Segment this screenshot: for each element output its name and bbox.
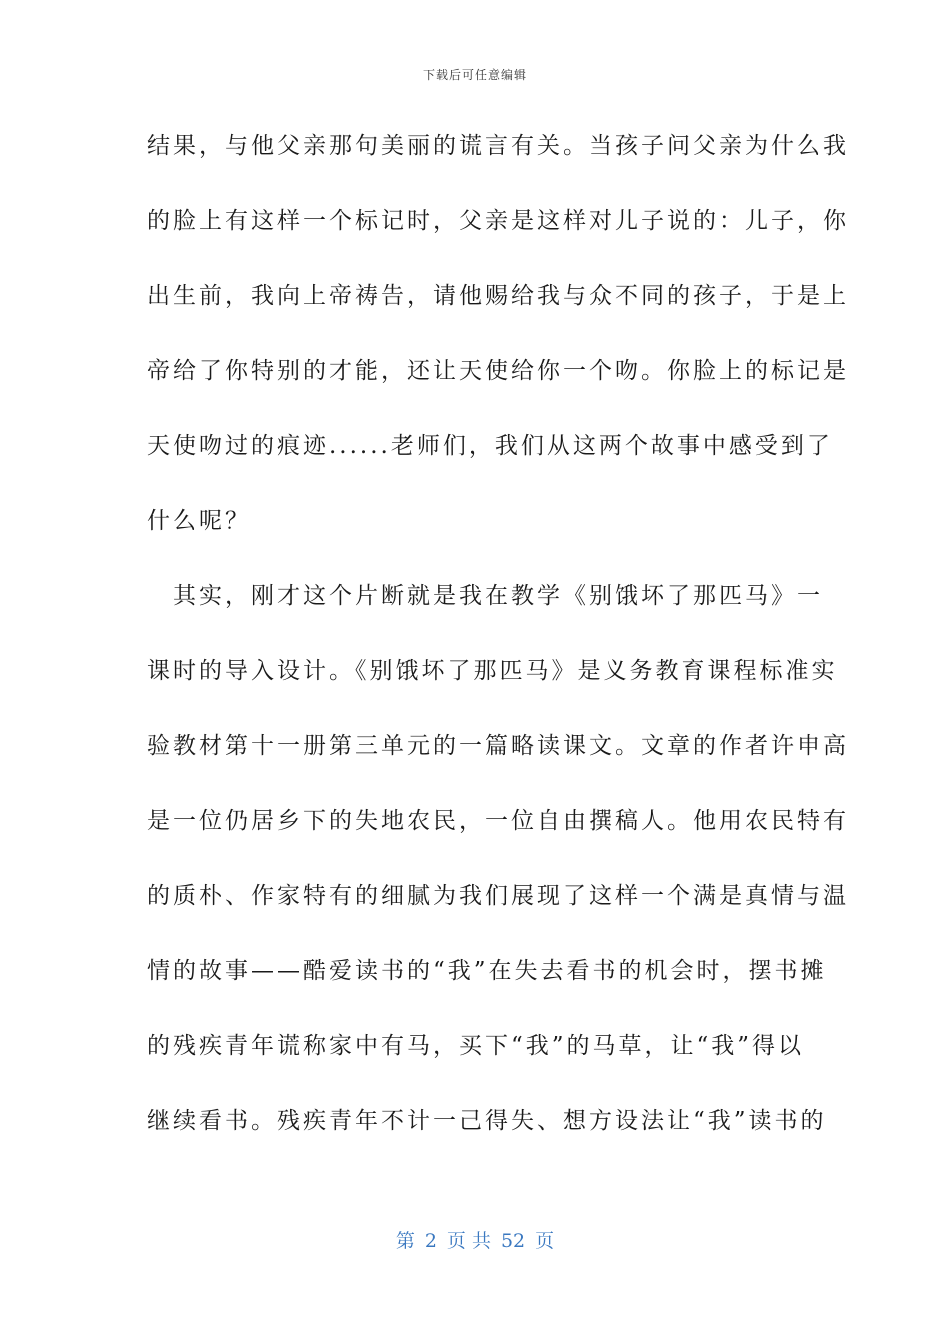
text-line: 什么呢？ (147, 508, 251, 534)
text-line: 其实，刚才这个片断就是我在教学《别饿坏了那匹马》一 (147, 583, 823, 609)
text-line: 帝给了你特别的才能，还让天使给你一个吻。你脸上的标记是 (147, 358, 849, 384)
page-header: 下载后可任意编辑 (422, 68, 527, 82)
document-body (147, 122, 849, 1172)
text-line: 的残疾青年谎称家中有马，买下“我”的马草，让“我”得以 (147, 1033, 805, 1059)
text-line: 结果，与他父亲那句美丽的谎言有关。当孩子问父亲为什么我 (147, 133, 849, 159)
text-line: 的脸上有这样一个标记时，父亲是这样对儿子说的：儿子，你 (147, 208, 849, 234)
page-footer (0, 1226, 950, 1253)
text-line: 验教材第十一册第三单元的一篇略读课文。文章的作者许申高 (147, 733, 849, 759)
footer-total-pages: 52 (500, 1230, 526, 1252)
text-line: 是一位仍居乡下的失地农民，一位自由撰稿人。他用农民特有 (147, 808, 849, 834)
text-line: 课时的导入设计。《别饿坏了那匹马》是义务教育课程标准实 (147, 658, 838, 684)
text-line: 继续看书。残疾青年不计一己得失、想方设法让“我”读书的 (147, 1108, 827, 1134)
text-line: 的质朴、作家特有的细腻为我们展现了这样一个满是真情与温 (147, 883, 849, 909)
footer-suffix: 页 (535, 1230, 555, 1252)
footer-middle: 页 共 (446, 1230, 491, 1252)
footer-prefix: 第 (395, 1230, 415, 1252)
text-line: 出生前，我向上帝祷告，请他赐给我与众不同的孩子，于是上 (147, 283, 849, 309)
text-line: 天使吻过的痕迹......老师们，我们从这两个故事中感受到了 (147, 433, 833, 459)
footer-page-number: 2 (424, 1230, 437, 1252)
text-line: 情的故事——酷爱读书的“我”在失去看书的机会时，摆书摊 (147, 958, 827, 984)
